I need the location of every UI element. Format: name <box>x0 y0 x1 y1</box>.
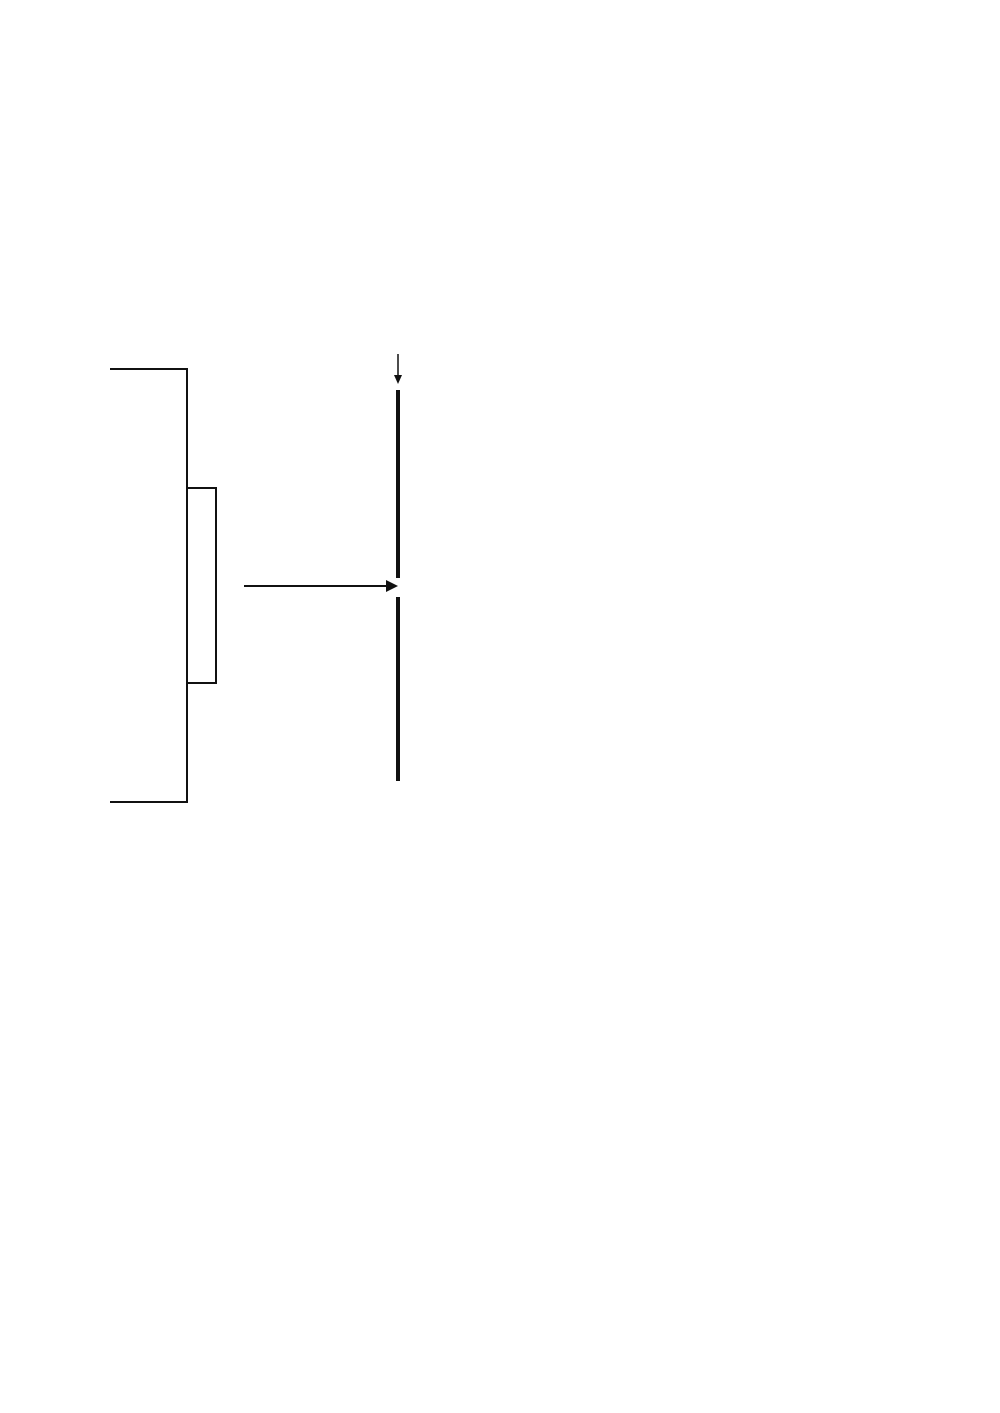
brand-square-4 <box>19 1396 28 1405</box>
laser-housing <box>110 369 216 802</box>
brand-square-3 <box>8 1396 17 1405</box>
brand-square-2 <box>19 1385 28 1394</box>
barrier-pointer-arrow <box>394 354 402 384</box>
brand-mark-icon <box>8 1385 28 1405</box>
beam-arrow <box>244 580 398 592</box>
liveworksheets-logo <box>8 1380 31 1410</box>
brand-square-1 <box>8 1385 17 1394</box>
